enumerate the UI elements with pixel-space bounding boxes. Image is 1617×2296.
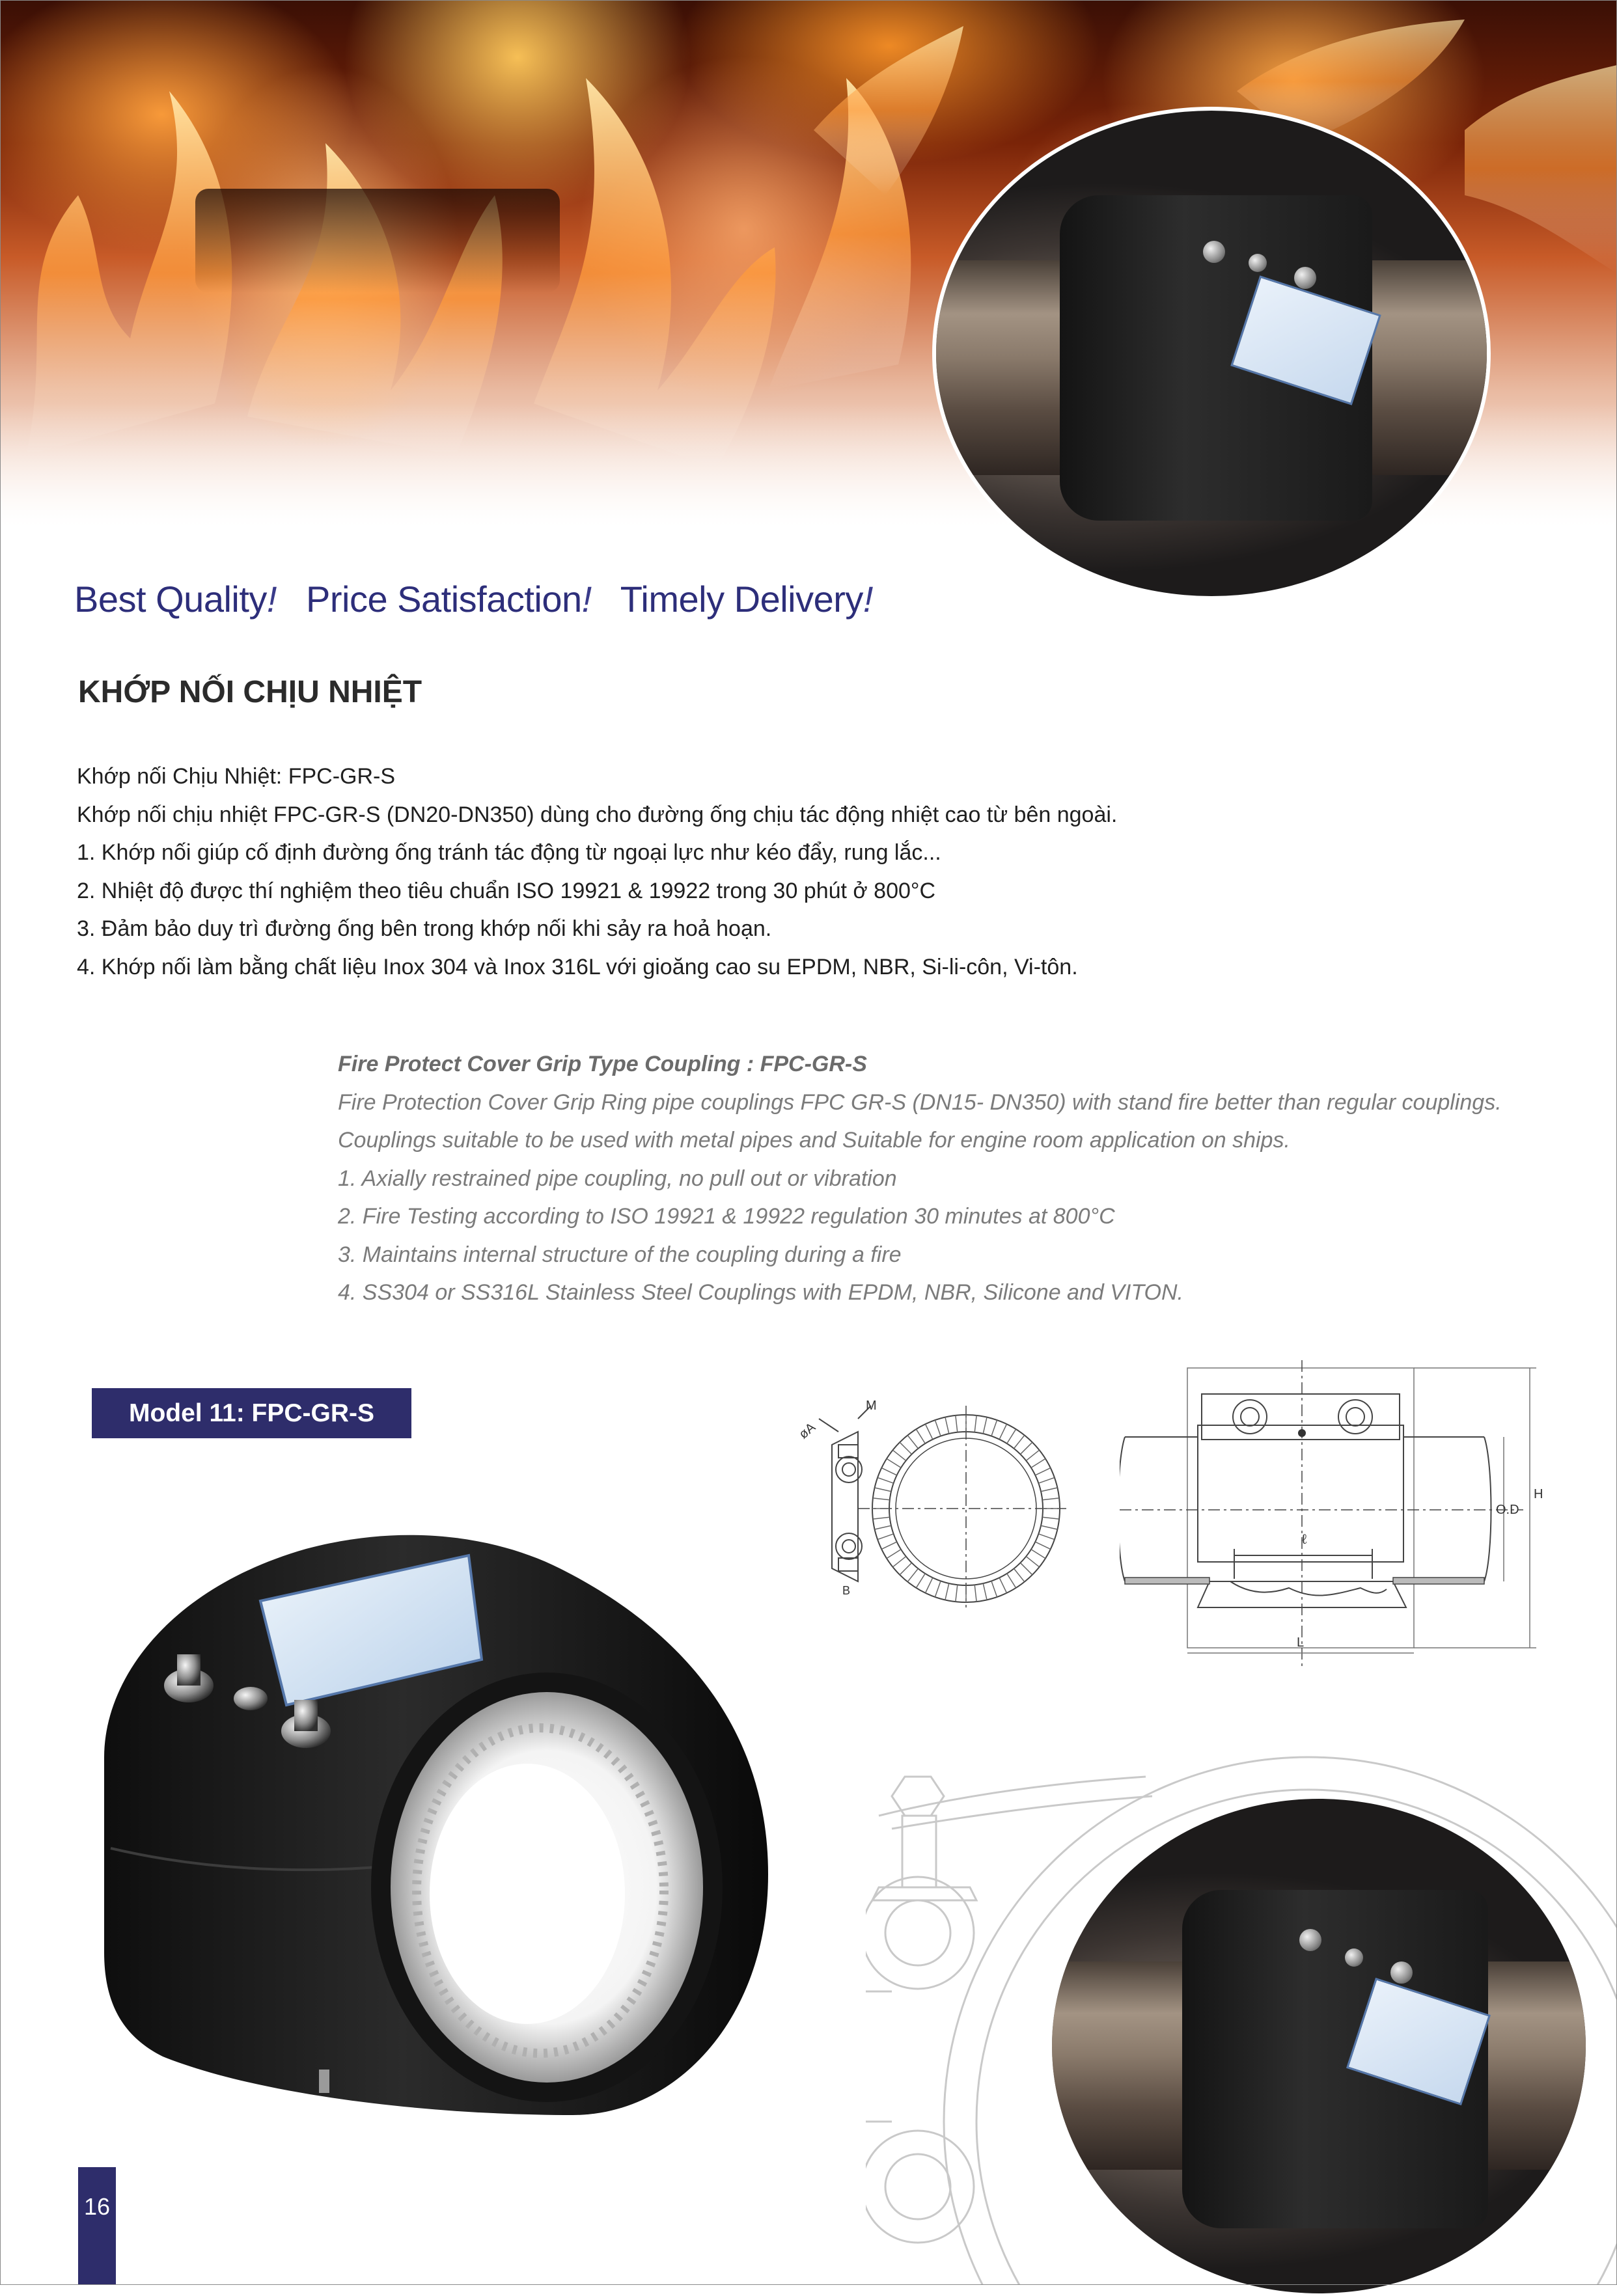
drawing-tick [983,1583,987,1600]
drawing-tick [983,1417,987,1434]
drawing-tick [916,1429,925,1443]
drawing-tick [974,1585,976,1602]
english-line: Couplings suitable to be used with metal pipes and Suitable for engine room application on ships. [338,1128,1290,1153]
drawing-tick [887,1458,901,1468]
drawing-tick [956,1415,958,1432]
vietnamese-line: Khớp nối Chịu Nhiệt: FPC-GR-S [77,764,396,789]
drawing-tick [1038,1534,1055,1540]
english-line: 2. Fire Testing according to ISO 19921 & 19922 regulation 30 minutes at 800°C [338,1204,1115,1229]
front-view-drawing [793,1393,1066,1607]
vietnamese-description [77,758,1314,986]
drawing-tick [907,1435,918,1448]
bolt-icon [1294,267,1316,289]
label-ell: ℓ [1301,1531,1308,1547]
english-title: Fire Protect Cover Grip Type Coupling : FPC-GR-S [338,1052,867,1076]
vietnamese-line: 2. Nhiệt độ được thí nghiệm theo tiêu chuẩn ISO 19921 & 19922 trong 30 phút ở 800°C [77,878,936,903]
bolt-icon [1299,1929,1321,1951]
drawing-tick [1035,1468,1050,1475]
drawing-tick [1038,1477,1055,1483]
drawing-tick [999,1424,1006,1439]
drawing-tick [1026,1450,1039,1460]
bolt-icon [1345,1948,1363,1967]
drawing-tick [991,1420,997,1436]
drawing-tick [887,1550,901,1559]
label-h: H [1534,1487,1543,1501]
english-line: 1. Axially restrained pipe coupling, no pull out or vibration [338,1166,897,1191]
vietnamese-line: 1. Khớp nối giúp cố định đường ống tránh tác động từ ngoại lực như kéo đẩy, rung lắc... [77,840,941,865]
drawing-tick [974,1415,976,1432]
slogan-item-price: Price Satisfaction! [306,579,592,620]
coupling-on-pipe-photo-top [932,107,1491,600]
drawing-tick [1026,1557,1039,1567]
drawing-tick [1020,1442,1032,1454]
drawing-tick [1020,1563,1032,1574]
bolt-icon [1203,241,1225,263]
drawing-tick [900,1442,911,1454]
drawing-tick [875,1525,891,1529]
drawing-tick [1014,1568,1025,1581]
vietnamese-line: Khớp nối chịu nhiệt FPC-GR-S (DN20-DN350) dùng cho đường ống chịu tác động nhiệt cao từ bên ngoài. [77,802,1118,827]
bolt-icon [1249,254,1267,272]
drawing-tick [945,1417,949,1434]
bolt-icon [1390,1961,1413,1984]
drawing-tick [892,1557,905,1567]
label-od: O.D [1496,1503,1519,1517]
drawing-tick [873,1498,890,1500]
english-line: 3. Maintains internal structure of the coupling during a fire [338,1242,902,1267]
label-m: M [866,1399,877,1413]
drawing-tick [1014,1435,1025,1448]
drawing-tick [878,1477,894,1483]
side-view-drawing [1120,1360,1549,1666]
drawing-tick [873,1517,890,1519]
drawing-tick [1041,1488,1057,1492]
drawing-tick [1031,1458,1045,1468]
vietnamese-line: 3. Đảm bảo duy trì đường ống bên trong khớp nối khi sảy ra hoả hoạn. [77,916,772,941]
drawing-tick [926,1578,933,1592]
drawing-tick [956,1585,958,1602]
model-badge: Model 11: FPC-GR-S [92,1388,411,1438]
slogan-item-delivery: Timely Delivery! [620,579,873,620]
drawing-tick [1035,1542,1050,1549]
english-description [338,1045,1588,1312]
label-l: L [1297,1635,1305,1650]
slogan-item-quality: Best Quality! [74,579,277,620]
dark-shadow [195,189,560,293]
drawing-tick [945,1583,949,1600]
drawing-tick [935,1420,941,1436]
drawing-tick [1042,1517,1059,1519]
drawing-tick [907,1568,918,1581]
label-a: øA [796,1420,819,1442]
drawing-tick [900,1563,911,1574]
drawing-tick [999,1578,1006,1592]
drawing-tick [926,1424,933,1439]
drawing-tick [1031,1550,1045,1559]
drawing-tick [1007,1429,1016,1443]
drawing-tick [916,1574,925,1588]
label-b: B [842,1584,851,1597]
drawing-tick [1007,1574,1016,1588]
drawing-tick [1041,1525,1057,1529]
section-title-vietnamese: KHỚP NỐI CHỊU NHIỆT [78,675,422,709]
drawing-tick [892,1450,905,1460]
drawing-tick [935,1581,941,1597]
drawing-tick [878,1534,894,1540]
slogan [74,578,892,620]
drawing-tick [1042,1498,1059,1500]
drawing-tick [881,1542,896,1549]
coupling-on-pipe-photo-bottom [1049,1796,1588,2296]
coupling-product-image [91,1510,781,2135]
drawing-tick [875,1488,891,1492]
english-line: Fire Protection Cover Grip Ring pipe couplings FPC GR-S (DN15- DN350) with stand fire better than regular couplings. [338,1089,1502,1115]
drawing-tick [991,1581,997,1597]
drawing-tick [881,1468,896,1475]
page-number: 16 [78,2167,116,2285]
vietnamese-line: 4. Khớp nối làm bằng chất liệu Inox 304 và Inox 316L với gioăng cao su EPDM, NBR, Si-li-côn, Vi-tôn. [77,954,1078,979]
english-line: 4. SS304 or SS316L Stainless Steel Couplings with EPDM, NBR, Silicone and VITON. [338,1280,1183,1305]
